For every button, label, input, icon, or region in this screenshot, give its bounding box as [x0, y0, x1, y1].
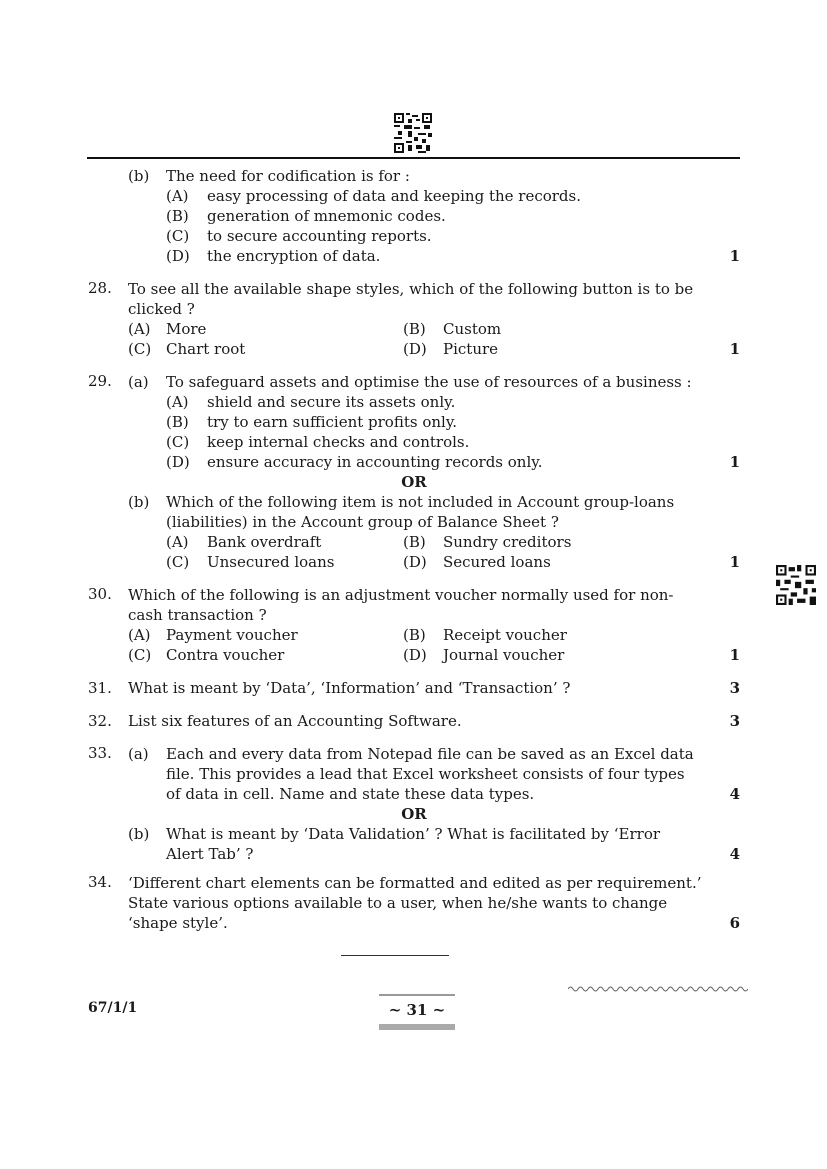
marks: 1 [729, 646, 740, 664]
question-text: To safeguard assets and optimise the use of resources of a business : [166, 373, 692, 391]
q33-part-a: (a) Each and every data from Notepad file can be saved as an Excel data file. This provides a lead that Excel worksheet consists of four types of data in cell. Name and state these data types. 4 [128, 745, 740, 803]
question-text: (liabilities) in the Account group of Balance Sheet ? [166, 513, 559, 531]
q29-part-b: (b) Which of the following item is not included in Account group-loans (liabilities) in the Account group of Balance Sheet ? (A) Bank overdraft (B) Sundry creditors (C) Unsecured loans (D) Secured loans 1 [128, 493, 740, 571]
question-text: Each and every data from Notepad file can be saved as an Excel data [166, 745, 694, 763]
question-30 [88, 585, 740, 665]
question-text: List six features of an Accounting Software. [128, 712, 462, 730]
question-number: 28. [88, 279, 112, 297]
marks: 1 [729, 247, 740, 265]
question-text: ‘Different chart elements can be formatted and edited as per requirement.’ [128, 874, 702, 892]
marks: 4 [729, 785, 740, 803]
question-29 [88, 372, 740, 572]
page-number: ~ 31 ~ [388, 1001, 446, 1019]
question-text: cash transaction ? [128, 606, 267, 624]
question-number: 34. [88, 873, 112, 891]
question-content [88, 166, 740, 933]
q29-part-a: (a) To safeguard assets and optimise the use of resources of a business : (A) shield and secure its assets only. (B) try to earn sufficient profits only. (C) keep internal checks and controls. (D) ensure accuracy in accounting records only. 1 [128, 373, 740, 471]
option: (C) to secure accounting reports. [166, 227, 432, 245]
question-number: 31. [88, 679, 112, 697]
marks: 1 [729, 553, 740, 571]
option: (C) keep internal checks and controls. [166, 433, 470, 451]
end-rule [341, 955, 449, 956]
question-32 [88, 711, 740, 731]
option-row: (A) Payment voucher (B) Receipt voucher [128, 626, 567, 644]
paper-code: 67/1/1 [88, 1000, 138, 1016]
question-34 [88, 873, 740, 933]
marks: 3 [729, 712, 740, 730]
q33-part-b: (b) What is meant by ‘Data Validation’ ? What is facilitated by ‘Error Alert Tab’ ? 4 [128, 825, 740, 863]
question-number: 30. [88, 585, 112, 603]
wavy-line-decoration [568, 985, 748, 993]
question-text: To see all the available shape styles, which of the following button is to be [128, 280, 694, 298]
question-text: clicked ? [128, 300, 195, 318]
or-divider: OR [401, 805, 427, 823]
header-rule [87, 157, 740, 159]
option: (D) the encryption of data. 1 [166, 247, 740, 265]
marks: 3 [729, 679, 740, 697]
question-text: ‘shape style’. 6 [128, 914, 740, 932]
option-row: (A) Bank overdraft (B) Sundry creditors [166, 533, 572, 551]
option: (A) shield and secure its assets only. [166, 393, 456, 411]
question-27b [88, 166, 740, 266]
option: (B) try to earn sufficient profits only. [166, 413, 458, 431]
page-number-box [379, 994, 455, 1030]
q27b-part [128, 166, 740, 266]
option: (B) generation of mnemonic codes. [166, 207, 446, 225]
question-text: What is meant by ‘Data’, ‘Information’ and ‘Transaction’ ? [128, 679, 571, 697]
question-text: State various options available to a user, when he/she wants to change [128, 894, 668, 912]
question-33 [88, 744, 740, 864]
option: (A) easy processing of data and keeping the records. [166, 187, 581, 205]
question-number: 33. [88, 744, 112, 762]
marks: 1 [729, 453, 740, 471]
qr-code-top [394, 113, 432, 153]
question-text: of data in cell. Name and state these data types. 4 [166, 785, 740, 803]
question-31 [88, 678, 740, 698]
question-number: 29. [88, 372, 112, 390]
question-text: file. This provides a lead that Excel worksheet consists of four types [166, 765, 685, 783]
question-text: Which of the following item is not included in Account group-loans [166, 493, 675, 511]
option-row: (C) Contra voucher (D) Journal voucher 1 [128, 646, 740, 664]
option-row: (C) Unsecured loans (D) Secured loans 1 [166, 553, 740, 571]
question-28 [88, 279, 740, 359]
question-text: Alert Tab’ ? 4 [166, 845, 740, 863]
qr-code-side [776, 565, 816, 605]
question-text: Which of the following is an adjustment voucher normally used for non- [128, 586, 674, 604]
marks: 1 [729, 340, 740, 358]
marks: 6 [729, 914, 740, 932]
option-row: (C) Chart root (D) Picture 1 [128, 340, 740, 358]
q27b-label: (b) [128, 167, 150, 185]
q27b-text: The need for codification is for : [166, 167, 410, 185]
option: (D) ensure accuracy in accounting records only. 1 [166, 453, 740, 471]
option-row: (A) More (B) Custom [128, 320, 502, 338]
or-divider: OR [401, 473, 427, 491]
question-number: 32. [88, 712, 112, 730]
marks: 4 [729, 845, 740, 863]
question-text: What is meant by ‘Data Validation’ ? What is facilitated by ‘Error [166, 825, 661, 843]
